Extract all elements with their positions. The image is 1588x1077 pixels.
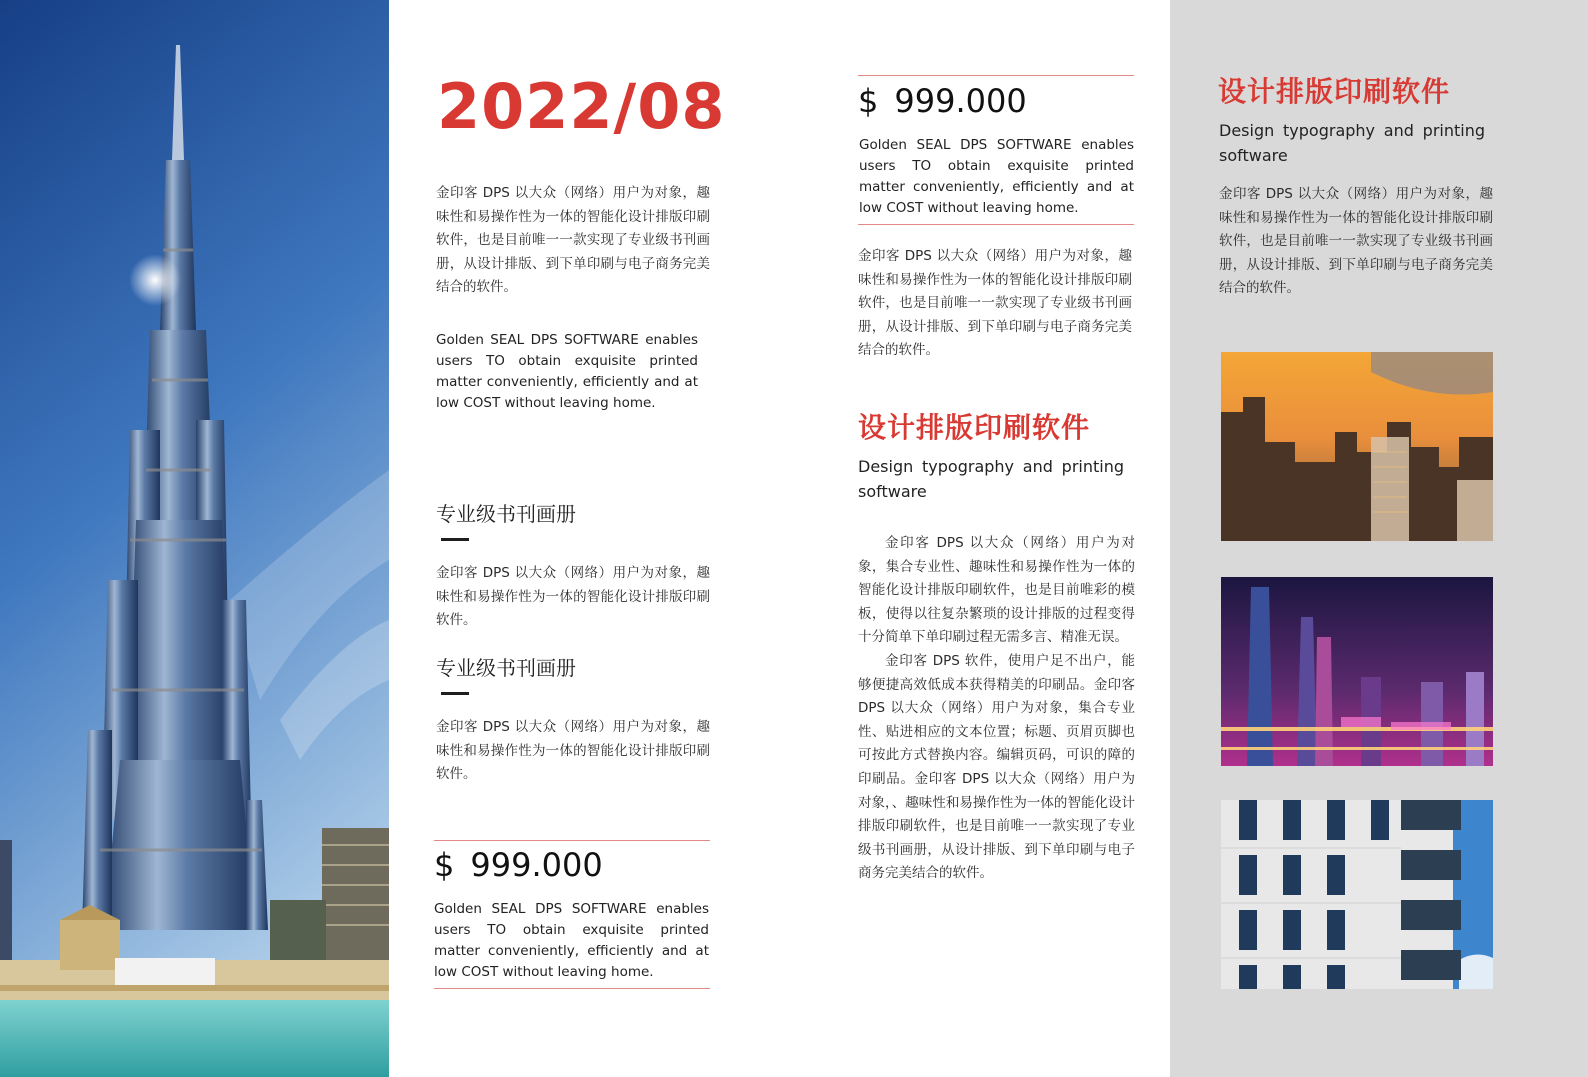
section-divider-2 bbox=[441, 692, 469, 695]
currency-symbol: $ bbox=[434, 846, 455, 884]
price-description-2: Golden SEAL DPS SOFTWARE enables users TO obtain exquisite printed matter conveniently, efficiently and at low COST without leaving home. bbox=[859, 137, 1134, 216]
sunset-cityscape-photo bbox=[1221, 352, 1493, 541]
date-heading: 2022/08 bbox=[437, 70, 726, 143]
column3-chinese-paragraph: 金印客 DPS 以大众（网络）用户为对象，趣味性和易操作性为一体的智能化设计排版印刷软件，也是目前唯一一款实现了专业级书刊画册，从设计排版、到下单印刷与电子商务完美结合的软件。 bbox=[1219, 186, 1493, 297]
price-bottom-rule bbox=[434, 988, 710, 989]
price-label-2 bbox=[858, 82, 1027, 120]
price-label bbox=[434, 846, 603, 884]
currency-symbol-2: $ bbox=[858, 82, 879, 120]
price-amount: 999.000 bbox=[470, 846, 603, 884]
column3-red-title: 设计排版印刷软件 bbox=[1218, 75, 1451, 108]
column3-english-subtitle: Design typography and printing software bbox=[1219, 121, 1485, 165]
price-description: Golden SEAL DPS SOFTWARE enables users TO obtain exquisite printed matter conveniently, efficiently and at low COST without leaving home. bbox=[434, 901, 709, 980]
column2-body-paragraph-1: 金印客 DPS 以大众（网络）用户为对象，集合专业性、趣味性和易操作性为一体的智能化设计排版印刷软件，也是目前唯彩的模板，使得以往复杂繁琐的设计排版的过程变得十分简单下单印刷过程无需多言、精准无误。 bbox=[858, 535, 1135, 646]
price-top-rule bbox=[434, 840, 710, 841]
column2-body-paragraph-2: 金印客 DPS 软件，使用户足不出户，能够便捷高效低成本获得精美的印刷品。金印客 DPS 以大众（网络）用户为对象，集合专业性、贴进相应的文本位置；标题、页眉页脚也可按此方式替换内容。编辑页码，可识的障的印刷品。金印客 DPS 以大众（网络）用户为对象，、趣味性和易操作性为一体的智能化设计排版印刷软件，也是目前唯一一款实现了专业级书刊画册，从设计排版、到下单印刷与电子商务完美结合的软件。 bbox=[858, 652, 1135, 882]
night-cityscape-photo bbox=[1221, 577, 1493, 766]
section-body-1: 金印客 DPS 以大众（网络）用户为对象，趣味性和易操作性为一体的智能化设计排版印刷软件。 bbox=[436, 565, 710, 629]
section-body-2: 金印客 DPS 以大众（网络）用户为对象，趣味性和易操作性为一体的智能化设计排版印刷软件。 bbox=[436, 719, 710, 783]
intro-chinese-paragraph: 金印客 DPS 以大众（网络）用户为对象，趣味性和易操作性为一体的智能化设计排版印刷软件，也是目前唯一一款实现了专业级书刊画册，从设计排版、到下单印刷与电子商务完美结合的软件。 bbox=[436, 185, 710, 296]
section-divider-1 bbox=[441, 538, 469, 541]
price-top-rule-2 bbox=[858, 75, 1134, 76]
column2-english-subtitle: Design typography and printing software bbox=[858, 457, 1124, 501]
price-bottom-rule-2 bbox=[858, 224, 1134, 225]
skyscraper-photo bbox=[0, 0, 389, 1077]
price-amount-2: 999.000 bbox=[894, 82, 1027, 120]
column2-body bbox=[858, 532, 1135, 886]
column2-chinese-paragraph: 金印客 DPS 以大众（网络）用户为对象，趣味性和易操作性为一体的智能化设计排版印刷软件，也是目前唯一一款实现了专业级书刊画册，从设计排版、到下单印刷与电子商务完美结合的软件。 bbox=[858, 248, 1132, 359]
column2-red-title: 设计排版印刷软件 bbox=[858, 411, 1091, 444]
building-facade-photo bbox=[1221, 800, 1493, 989]
intro-english-paragraph: Golden SEAL DPS SOFTWARE enables users TO obtain exquisite printed matter conveniently, efficiently and at low COST without leaving home. bbox=[436, 332, 698, 411]
section-title-1: 专业级书刊画册 bbox=[436, 502, 576, 526]
section-title-2: 专业级书刊画册 bbox=[436, 656, 576, 680]
